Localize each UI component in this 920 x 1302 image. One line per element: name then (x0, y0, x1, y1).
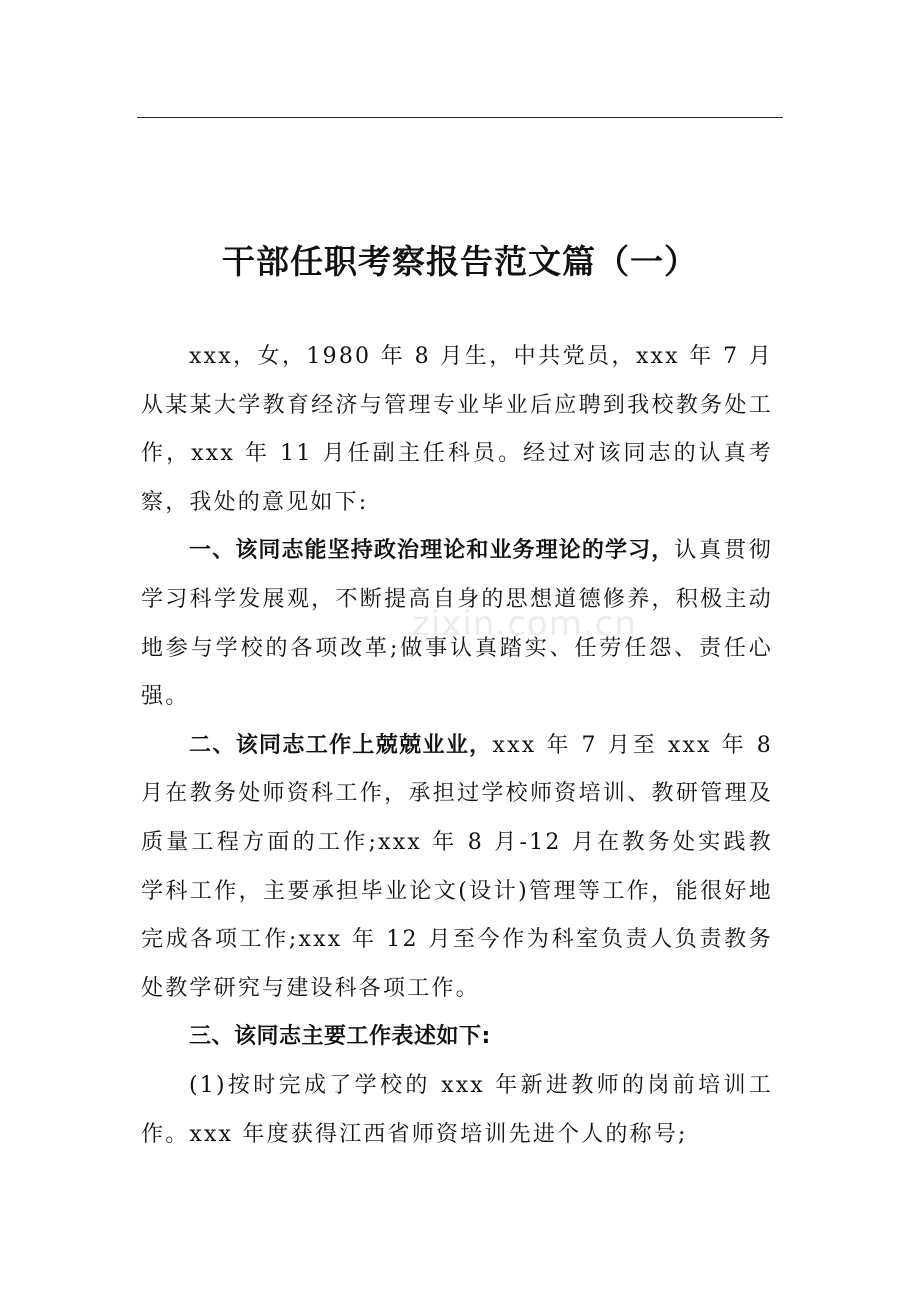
section-heading: 二、该同志工作上兢兢业业， (189, 732, 493, 758)
section-heading: 一、该同志能坚持政治理论和业务理论的学习， (189, 538, 675, 564)
document-body (141, 333, 773, 1159)
paragraph-text: xxx，女，1980 年 8 月生，中共党员，xxx 年 7 月从某某大学教育经济与管理专业毕业后应聘到我校教务处工作，xxx 年 11 月任副主任科员。经过对该同志的认真考察，我处的意见如下: (141, 344, 773, 515)
section-heading: 三、该同志主要工作表述如下: (189, 1024, 491, 1050)
header-rule (137, 117, 783, 118)
paragraph-text: 认真贯彻学习科学发展观，不断提高自身的思想道德修养，积极主动地参与学校的各项改革;做事认真踏实、任劳任怨、责任心强。 (141, 538, 773, 710)
paragraph-text: (1)按时完成了学校的 xxx 年新进教师的岗前培训工作。xxx 年度获得江西省师资培训先进个人的称号; (141, 1072, 773, 1147)
paragraph-intro (141, 333, 773, 527)
paragraph-text: xxx 年 7 月至 xxx 年 8 月在教务处师资科工作，承担过学校师资培训、教研管理及质量工程方面的工作;xxx 年 8 月-12 月在教务处实践教学科工作，主要承担毕业论文(设计)管理等工作，能很好地完成各项工作;xxx 年 12 月至今作为科室负责人负责教务处教学研究与建设科各项工作。 (141, 732, 773, 1001)
paragraph-section-3 (141, 1013, 773, 1062)
paragraph-section-1 (141, 527, 773, 721)
paragraph-item-1 (141, 1062, 773, 1159)
watermark: zixin.com.cn (412, 604, 637, 644)
document-title: 干部任职考察报告范文篇（一） (222, 242, 698, 281)
paragraph-section-2 (141, 722, 773, 1014)
